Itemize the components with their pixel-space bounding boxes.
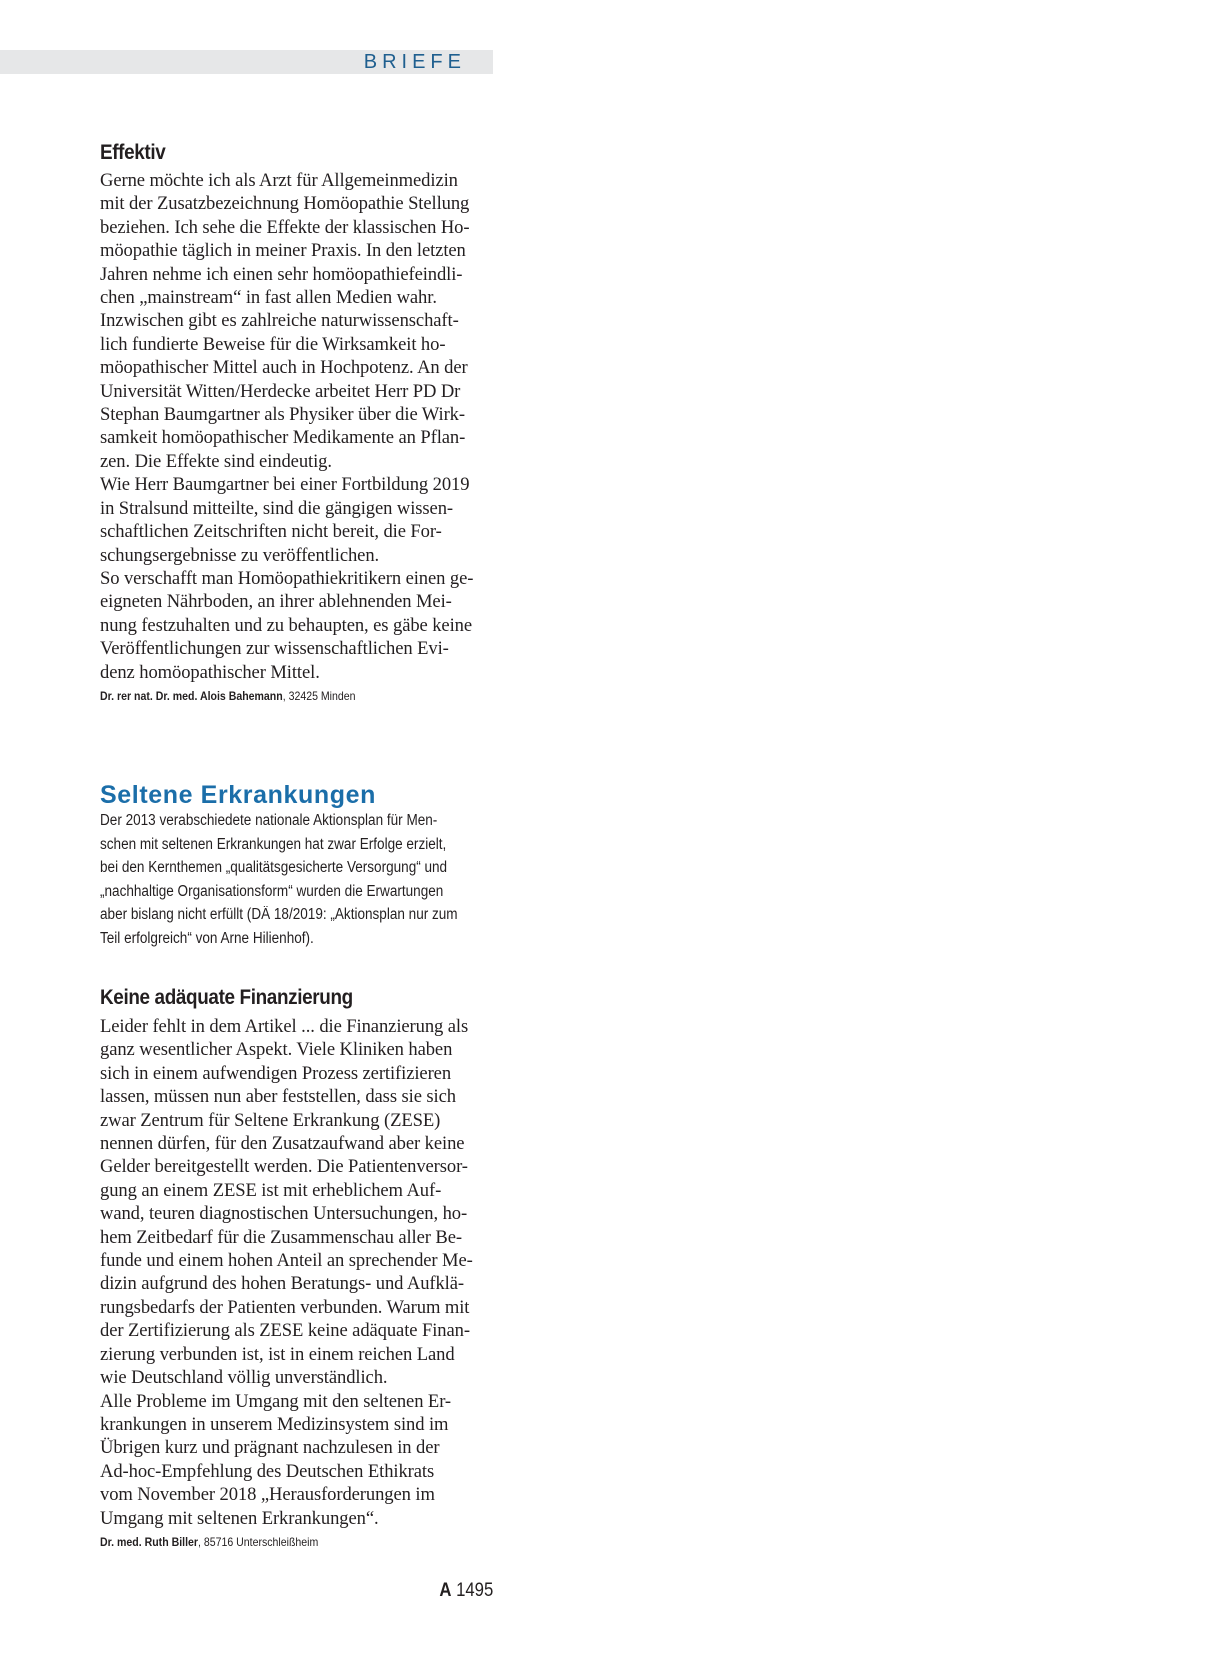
text-line: Universität Witten/Herdecke arbeitet Herr PD Dr [100,380,461,402]
topic-title: Seltene Erkrankungen [100,781,376,809]
text-line: ganz wesentlicher Aspekt. Viele Kliniken haben [100,1039,453,1061]
text-line: lassen, müssen nun aber feststellen, dass sie sich [100,1086,456,1108]
page-number-value: 1495 [455,1580,493,1601]
text-line: rungsbedarfs der Patienten verbunden. Warum mit [100,1296,470,1318]
text-line: zen. Die Effekte sind eindeutig. [100,450,332,472]
section-header-band [0,50,493,74]
text-line: samkeit homöopathischer Medikamente an Pflan- [100,427,466,449]
text-line: Ad-hoc-Empfehlung des Deutschen Ethikrats [100,1460,435,1482]
lead-line: „nachhaltige Organisationsform“ wurden die Erwartungen [100,882,444,900]
section-label: BRIEFE [363,51,466,73]
text-line: chen „mainstream“ in fast allen Medien wahr. [100,287,437,309]
text-line: möopathie täglich in meiner Praxis. In den letzten [100,240,466,262]
letter-heading: Keine adäquate Finanzierung [100,986,353,1009]
text-line: lich fundierte Beweise für die Wirksamkeit ho- [100,333,446,355]
text-line: sich in einem aufwendigen Prozess zertifizieren [100,1062,452,1084]
text-line: Stephan Baumgartner als Physiker über die Wirk- [100,404,465,426]
text-line: Übrigen kurz und prägnant nachzulesen in der [100,1437,440,1459]
text-line: dizin aufgrund des hohen Beratungs- und Aufklä- [100,1273,464,1295]
text-line: hem Zeitbedarf für die Zusammenschau aller Be- [100,1226,462,1248]
letter-signature [100,689,445,703]
text-line: Gerne möchte ich als Arzt für Allgemeinmedizin [100,170,458,191]
text-line: der Zertifizierung als ZESE keine adäquate Finan- [100,1320,470,1342]
text-line: Leider fehlt in dem Artikel ... die Finanzierung als [100,1016,469,1037]
lead-line: schen mit seltenen Erkrankungen hat zwar Erfolge erzielt, [100,835,447,853]
page-number [439,1580,493,1602]
lead-line: aber bislang nicht erfüllt (DÄ 18/2019: „Aktionsplan nur zum [100,906,458,923]
topic-lead [100,809,492,950]
text-line: schungsergebnisse zu veröffentlichen. [100,544,380,566]
text-line: funde und einem hohen Anteil an sprechender Me- [100,1250,473,1272]
author-location: , 32425 Minden [282,688,356,703]
letter-heading: Effektiv [100,141,166,164]
text-line: Wie Herr Baumgartner bei einer Fortbildung 2019 [100,474,470,496]
text-line: beziehen. Ich sehe die Effekte der klassischen Ho- [100,216,470,238]
text-line: krankungen in unserem Medizinsystem sind im [100,1413,449,1435]
topic-seltene-erkrankungen [100,781,492,950]
text-line: wie Deutschland völlig unverständlich. [100,1367,388,1389]
lead-line: Teil erfolgreich“ von Arne Hilienhof). [100,929,314,947]
text-line: zierung verbunden ist, ist in einem reichen Land [100,1343,455,1365]
text-line: möopathischer Mittel auch in Hochpotenz. An der [100,357,468,379]
letter-finanzierung [100,986,492,1549]
text-line: Veröffentlichungen zur wissenschaftlichen Evi- [100,638,449,660]
text-line: Gelder bereitgestellt werden. Die Patientenversor- [100,1156,468,1178]
letter-body [100,169,492,684]
text-line: vom November 2018 „Herausforderungen im [100,1484,435,1506]
author-name: Dr. med. Ruth Biller [100,1534,198,1549]
letter-signature [100,1535,445,1549]
text-line: schaftlichen Zeitschriften nicht bereit, die For- [100,521,442,543]
text-line: So verschafft man Homöopathiekritikern einen ge- [100,567,474,589]
text-line: mit der Zusatzbezeichnung Homöopathie Stellung [100,193,470,215]
text-line: Umgang mit seltenen Erkrankungen“. [100,1507,379,1529]
text-line: in Stralsund mitteilte, sind die gängigen wissen- [100,497,453,519]
text-line: zwar Zentrum für Seltene Erkrankung (ZESE) [100,1109,441,1131]
letter-effektiv [100,141,492,703]
lead-line: bei den Kernthemen „qualitätsgesicherte Versorgung“ und [100,859,448,876]
lead-line: Der 2013 verabschiedete nationale Aktionsplan für Men- [100,812,438,829]
text-line: eigneten Nährboden, an ihrer ablehnenden Mei- [100,591,452,613]
page-prefix: A [439,1580,452,1601]
text-line: nennen dürfen, für den Zusatzaufwand aber keine [100,1133,465,1155]
text-line: wand, teuren diagnostischen Untersuchungen, ho- [100,1203,468,1225]
text-line: Jahren nehme ich einen sehr homöopathiefeindli- [100,263,463,285]
author-name: Dr. rer nat. Dr. med. Alois Bahemann [100,688,283,703]
letter-body [100,1015,492,1530]
text-line: Alle Probleme im Umgang mit den seltenen Er- [100,1390,452,1412]
text-line: nung festzuhalten und zu behaupten, es gäbe keine [100,614,473,636]
text-line: gung an einem ZESE ist mit erheblichem Auf- [100,1179,442,1201]
author-location: , 85716 Unterschleißheim [197,1534,319,1549]
text-line: denz homöopathischer Mittel. [100,661,320,683]
text-line: Inzwischen gibt es zahlreiche naturwissenschaft- [100,310,459,332]
